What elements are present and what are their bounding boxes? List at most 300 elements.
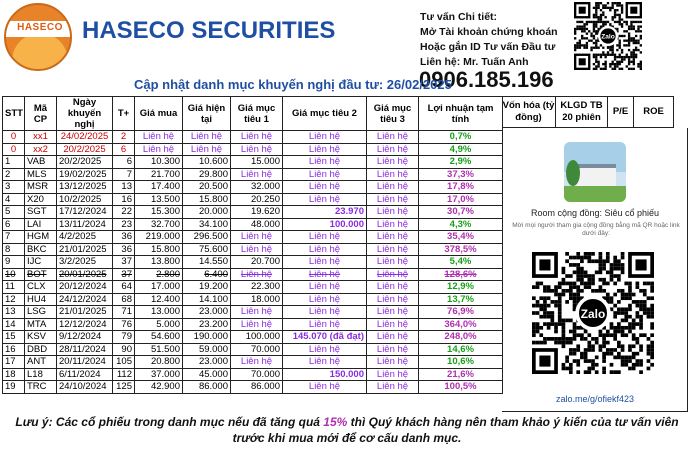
qr-module: [595, 356, 599, 360]
qr-module: [604, 23, 606, 25]
qr-module: [554, 293, 558, 297]
qr-module: [609, 9, 611, 11]
qr-module: [591, 259, 595, 263]
qr-module: [610, 278, 614, 282]
qr-module: [580, 333, 584, 337]
qr-module: [602, 54, 604, 56]
qr-module: [532, 285, 536, 289]
qr-module: [569, 282, 573, 286]
column-header: STT: [3, 97, 25, 131]
room-qr-code[interactable]: [532, 252, 654, 374]
qr-module: [628, 322, 632, 326]
qr-module: [621, 326, 625, 330]
haseco-logo: [4, 3, 72, 71]
qr-module: [573, 326, 577, 330]
table-row: [3, 206, 503, 219]
qr-module: [569, 293, 573, 297]
qr-module: [650, 304, 654, 308]
column-header: T+: [113, 97, 135, 131]
cell-ma: L18: [25, 368, 57, 381]
qr-module: [547, 285, 551, 289]
qr-module: [558, 311, 562, 315]
room-photo: [564, 142, 626, 202]
cell-ma: LSG: [25, 306, 57, 319]
qr-module: [600, 9, 602, 11]
cell-ma: BKC: [25, 243, 57, 256]
qr-module: [628, 293, 632, 297]
qr-module: [536, 341, 540, 345]
qr-module: [576, 278, 580, 282]
cell-t: 22: [113, 206, 135, 219]
qr-module: [626, 30, 628, 32]
cell-ma: HGM: [25, 231, 57, 244]
qr-module: [621, 51, 623, 53]
qr-module: [587, 341, 591, 345]
qr-module: [619, 44, 621, 46]
qr-module: [639, 348, 643, 352]
qr-module: [573, 348, 577, 352]
qr-module: [606, 270, 610, 274]
qr-module: [633, 42, 635, 44]
qr-module: [539, 282, 543, 286]
qr-module: [597, 28, 599, 30]
qr-module: [586, 23, 588, 25]
qr-module: [623, 58, 625, 60]
qr-module: [633, 49, 635, 51]
qr-module: [602, 282, 606, 286]
qr-module: [595, 14, 597, 16]
qr-module: [610, 267, 614, 271]
cell-mua: 54.600: [135, 331, 183, 344]
qr-module: [573, 359, 577, 363]
extra-column-header: ROE: [634, 96, 674, 128]
cell-t: 23: [113, 218, 135, 231]
qr-module: [562, 344, 566, 348]
cell-ma: xx1: [25, 131, 57, 144]
cell-t: 6: [113, 156, 135, 169]
note-percent: 15%: [323, 415, 348, 429]
qr-module: [593, 14, 595, 16]
qr-module: [613, 311, 617, 315]
qr-module: [584, 348, 588, 352]
qr-module: [630, 28, 632, 30]
room-link[interactable]: zalo.me/g/ofiekf423: [555, 394, 635, 404]
qr-module: [612, 68, 614, 70]
cell-ln: 14,6%: [419, 343, 503, 356]
qr-module: [647, 359, 651, 363]
qr-module: [539, 304, 543, 308]
contact-line: Liên hệ: Mr. Tuấn Anh: [420, 56, 529, 68]
qr-module: [650, 322, 654, 326]
cell-ma: DBD: [25, 343, 57, 356]
cell-ma: KSV: [25, 331, 57, 344]
qr-module: [639, 359, 643, 363]
qr-module: [576, 28, 578, 30]
qr-module: [558, 315, 562, 319]
cell-hientai: 23.000: [183, 306, 231, 319]
qr-module: [583, 37, 585, 39]
qr-module: [609, 49, 611, 51]
qr-module: [580, 356, 584, 360]
qr-module: [595, 21, 597, 23]
qr-module: [595, 68, 597, 70]
cell-hientai: 20.500: [183, 181, 231, 194]
qr-module: [562, 282, 566, 286]
cell-mt1: 19.620: [231, 206, 283, 219]
qr-module: [569, 256, 573, 260]
qr-module: [595, 363, 599, 367]
cell-mt3: Liên hệ: [367, 331, 419, 344]
qr-module: [624, 319, 628, 323]
cell-mt1: Liên hệ: [231, 356, 283, 369]
qr-module: [613, 293, 617, 297]
qr-module: [636, 311, 640, 315]
qr-module: [550, 300, 554, 304]
qr-module: [647, 315, 651, 319]
qr-module: [579, 28, 581, 30]
qr-module: [595, 7, 597, 9]
qr-module: [595, 42, 597, 44]
qr-module: [591, 252, 595, 256]
cell-stt: 17: [3, 356, 25, 369]
qr-module: [607, 51, 609, 53]
qr-module: [610, 348, 614, 352]
qr-module: [539, 326, 543, 330]
qr-module: [602, 370, 606, 374]
cell-mt1: 20.250: [231, 193, 283, 206]
qr-module: [586, 42, 588, 44]
zalo-qr-code[interactable]: [574, 2, 642, 70]
qr-module: [573, 293, 577, 297]
qr-module: [597, 63, 599, 65]
qr-module: [587, 285, 591, 289]
table-row: [3, 331, 503, 344]
qr-module: [614, 11, 616, 13]
qr-module: [613, 370, 617, 374]
qr-module: [591, 367, 595, 371]
qr-module: [573, 304, 577, 308]
qr-module: [580, 352, 584, 356]
qr-module: [639, 370, 643, 374]
cell-ngay: 24/10/2024: [57, 381, 113, 394]
qr-module: [562, 270, 566, 274]
qr-module: [573, 256, 577, 260]
cell-ma: TRC: [25, 381, 57, 394]
cell-mt3: Liên hệ: [367, 193, 419, 206]
cell-mt3: Liên hệ: [367, 356, 419, 369]
qr-module: [637, 49, 639, 51]
phone-number[interactable]: 0906.185.196: [419, 67, 554, 92]
qr-module: [532, 311, 536, 315]
qr-module: [569, 337, 573, 341]
qr-module: [587, 348, 591, 352]
cell-mt2: Liên hệ: [283, 143, 367, 156]
qr-module: [612, 7, 614, 9]
qr-module: [617, 326, 621, 330]
cell-ma: xx2: [25, 143, 57, 156]
qr-module: [569, 352, 573, 356]
extra-column-header: Vốn hóa (tỷ đồng): [502, 96, 556, 128]
qr-module: [587, 333, 591, 337]
qr-module: [647, 348, 651, 352]
qr-module: [599, 344, 603, 348]
cell-mua: 10.300: [135, 156, 183, 169]
qr-module: [584, 370, 588, 374]
qr-module: [626, 54, 628, 56]
cell-mt2: Liên hệ: [283, 306, 367, 319]
qr-module: [619, 42, 621, 44]
qr-module: [591, 337, 595, 341]
logo-text: HASECO: [17, 22, 63, 33]
qr-module: [628, 40, 630, 42]
qr-module: [632, 337, 636, 341]
cell-mt2: 100.000: [283, 218, 367, 231]
qr-module: [650, 296, 654, 300]
qr-module: [616, 65, 618, 67]
qr-module: [626, 56, 628, 58]
qr-module: [573, 330, 577, 334]
qr-module: [584, 252, 588, 256]
qr-module: [597, 4, 599, 6]
qr-module: [616, 56, 618, 58]
qr-module: [558, 319, 562, 323]
cell-t: 13: [113, 181, 135, 194]
cell-stt: 10: [3, 268, 25, 281]
qr-module: [576, 344, 580, 348]
qr-module: [576, 267, 580, 271]
cell-mt3: Liên hệ: [367, 143, 419, 156]
cell-ln: 378,5%: [419, 243, 503, 256]
cell-ngay: 28/11/2024: [57, 343, 113, 356]
qr-module: [590, 32, 592, 34]
qr-module: [543, 311, 547, 315]
qr-module: [595, 61, 597, 63]
qr-module: [593, 7, 595, 9]
qr-module: [604, 4, 606, 6]
table-row: [3, 268, 503, 281]
qr-module: [576, 359, 580, 363]
qr-module: [597, 54, 599, 56]
cell-mt3: Liên hệ: [367, 231, 419, 244]
qr-module: [586, 28, 588, 30]
qr-module: [573, 352, 577, 356]
qr-module: [562, 330, 566, 334]
cell-mt3: Liên hệ: [367, 156, 419, 169]
qr-module: [628, 25, 630, 27]
photo-building: [574, 164, 616, 186]
qr-module: [624, 311, 628, 315]
qr-module: [621, 289, 625, 293]
cell-ma: X20: [25, 193, 57, 206]
qr-module: [617, 341, 621, 345]
cell-ngay: 20/01/2025: [57, 268, 113, 281]
cell-hientai: 20.000: [183, 206, 231, 219]
qr-module: [632, 319, 636, 323]
qr-module: [565, 319, 569, 323]
cell-hientai: 15.800: [183, 193, 231, 206]
qr-module: [636, 285, 640, 289]
qr-module: [635, 56, 637, 58]
qr-module: [584, 330, 588, 334]
cell-hientai: Liên hệ: [183, 131, 231, 144]
qr-module: [617, 289, 621, 293]
qr-module: [637, 21, 639, 23]
qr-module: [543, 300, 547, 304]
qr-module: [593, 30, 595, 32]
qr-module: [558, 300, 562, 304]
qr-module: [610, 322, 614, 326]
qr-module: [619, 4, 621, 6]
qr-module: [547, 322, 551, 326]
qr-module: [621, 256, 625, 260]
qr-module: [602, 11, 604, 13]
qr-module: [610, 263, 614, 267]
qr-module: [628, 68, 630, 70]
cell-mua: 12.400: [135, 293, 183, 306]
cell-t: 125: [113, 381, 135, 394]
qr-module: [569, 341, 573, 345]
qr-module: [633, 63, 635, 65]
qr-module: [643, 311, 647, 315]
qr-module: [576, 252, 580, 256]
qr-module: [543, 315, 547, 319]
qr-module: [614, 16, 616, 18]
qr-module: [602, 14, 604, 16]
qr-module: [588, 30, 590, 32]
qr-module: [569, 263, 573, 267]
cell-hientai: 29.800: [183, 168, 231, 181]
qr-module: [597, 47, 599, 49]
qr-module: [637, 30, 639, 32]
qr-module: [628, 44, 630, 46]
qr-module: [591, 274, 595, 278]
qr-module: [586, 32, 588, 34]
qr-module: [637, 28, 639, 30]
qr-module: [612, 47, 614, 49]
qr-module: [584, 274, 588, 278]
qr-module: [624, 293, 628, 297]
cell-hientai: 75.600: [183, 243, 231, 256]
cell-mt3: Liên hệ: [367, 343, 419, 356]
qr-module: [630, 40, 632, 42]
qr-module: [610, 274, 614, 278]
table-row: [3, 368, 503, 381]
qr-module: [604, 16, 606, 18]
qr-module: [617, 274, 621, 278]
qr-module: [543, 337, 547, 341]
cell-ma: CLX: [25, 281, 57, 294]
qr-module: [593, 47, 595, 49]
qr-module: [584, 359, 588, 363]
qr-module: [573, 270, 577, 274]
qr-module: [606, 256, 610, 260]
qr-module: [602, 47, 604, 49]
cell-ln: 30,7%: [419, 206, 503, 219]
qr-module: [600, 18, 602, 20]
community-room-panel: [502, 128, 688, 412]
qr-module: [569, 330, 573, 334]
brand-title: HASECO SECURITIES: [82, 17, 336, 44]
qr-module: [583, 28, 585, 30]
qr-module: [621, 296, 625, 300]
cell-t: 37: [113, 268, 135, 281]
cell-stt: 8: [3, 243, 25, 256]
qr-module: [579, 40, 581, 42]
photo-grass: [564, 186, 626, 202]
qr-module: [579, 25, 581, 27]
extra-columns-header: [502, 96, 674, 128]
qr-module: [595, 9, 597, 11]
qr-module: [565, 367, 569, 371]
qr-module: [599, 267, 603, 271]
qr-module: [565, 337, 569, 341]
table-body: [3, 131, 503, 394]
cell-ngay: 20/11/2024: [57, 356, 113, 369]
qr-module: [607, 21, 609, 23]
qr-module: [613, 315, 617, 319]
qr-module: [610, 333, 614, 337]
qr-module: [640, 65, 642, 67]
qr-module: [599, 259, 603, 263]
qr-module: [623, 44, 625, 46]
qr-module: [576, 363, 580, 367]
cell-ngay: 4/2/2025: [57, 231, 113, 244]
qr-module: [595, 44, 597, 46]
qr-module: [604, 65, 606, 67]
qr-module: [576, 263, 580, 267]
cell-stt: 1: [3, 156, 25, 169]
cell-mt2: 23.970: [283, 206, 367, 219]
qr-finder: [630, 7, 637, 14]
qr-module: [576, 47, 578, 49]
qr-module: [619, 21, 621, 23]
table-row: [3, 168, 503, 181]
qr-module: [569, 367, 573, 371]
qr-module: [602, 4, 604, 6]
qr-module: [630, 68, 632, 70]
qr-module: [587, 359, 591, 363]
qr-module: [606, 282, 610, 286]
qr-module: [637, 65, 639, 67]
qr-module: [574, 28, 576, 30]
cell-mt2: Liên hệ: [283, 256, 367, 269]
cell-ln: 0,7%: [419, 131, 503, 144]
qr-finder: [579, 58, 586, 65]
qr-module: [619, 35, 621, 37]
qr-module: [595, 337, 599, 341]
qr-module: [562, 367, 566, 371]
qr-module: [599, 333, 603, 337]
qr-module: [584, 352, 588, 356]
qr-module: [580, 274, 584, 278]
qr-module: [650, 311, 654, 315]
contact-line: Hoặc gắn ID Tư vấn Đầu tư: [420, 41, 556, 53]
logo-sun-shape: [12, 33, 68, 71]
qr-module: [547, 315, 551, 319]
qr-module: [599, 278, 603, 282]
qr-module: [621, 293, 625, 297]
qr-module: [554, 341, 558, 345]
qr-module: [539, 341, 543, 345]
qr-module: [562, 341, 566, 345]
qr-module: [576, 274, 580, 278]
qr-module: [554, 337, 558, 341]
cell-mt3: Liên hệ: [367, 318, 419, 331]
qr-module: [543, 304, 547, 308]
qr-module: [554, 289, 558, 293]
cell-mt3: Liên hệ: [367, 381, 419, 394]
qr-module: [613, 348, 617, 352]
